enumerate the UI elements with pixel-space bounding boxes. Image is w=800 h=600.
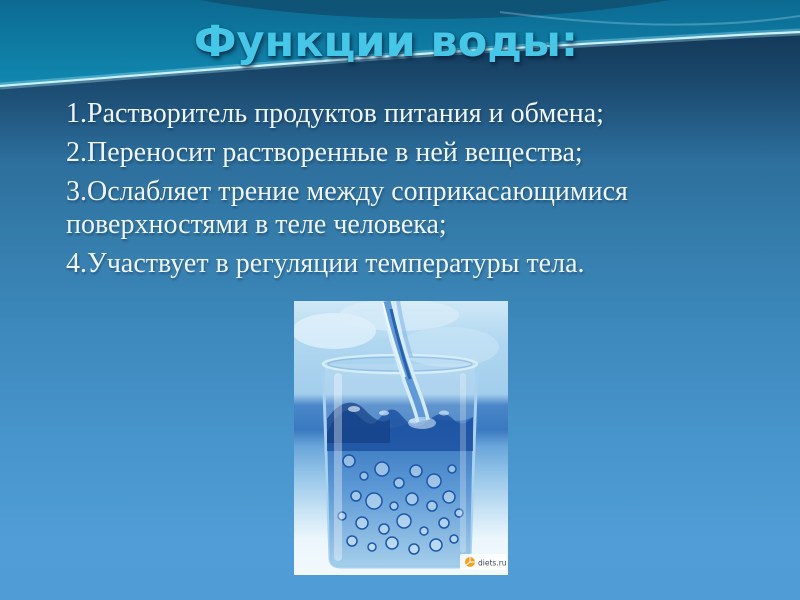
bullet-item-3: 3.Ослабляет трение между соприкасающимися поверхностями в теле человека; (66, 176, 628, 240)
glass-highlight (334, 373, 342, 561)
watermark-text: diets.ru (478, 558, 507, 568)
water-glass-image (294, 301, 508, 575)
bullet-item-1: 1.Растворитель продуктов питания и обмена; (66, 98, 604, 129)
light-patch (399, 327, 499, 367)
glass-highlight (460, 373, 466, 553)
bullet-item-2: 2.Переносит растворенные в ней вещества; (66, 137, 583, 168)
bullet-item-4: 4.Участвует в регуляции температуры тела. (66, 248, 585, 279)
watermark-label (460, 554, 507, 570)
page-title: Функции воды: (193, 17, 579, 67)
bullet-list (66, 97, 691, 286)
